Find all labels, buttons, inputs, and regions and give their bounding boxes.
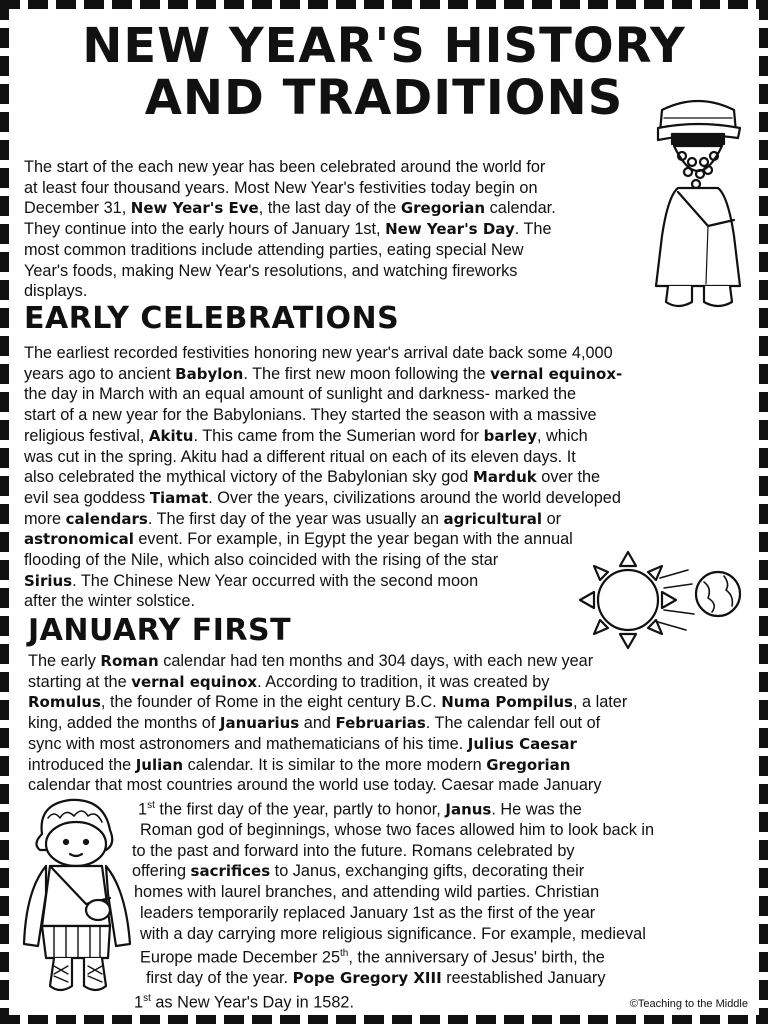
text-run: , the last day of the: [258, 199, 401, 218]
key-term: Gregorian: [486, 755, 571, 774]
text-run: start of a new year for the Babylonians. They started the season with a massive: [24, 406, 597, 425]
section-heading-early-celebrations: EARLY CELEBRATIONS: [24, 301, 400, 336]
text-run: . According to tradition, it was created by: [257, 672, 550, 691]
intro-line: [24, 157, 664, 178]
text-run: . Over the years, civilizations around the world developed: [208, 488, 621, 507]
paragraph-line: [24, 384, 744, 405]
frame-top-border: [0, 0, 768, 9]
key-term: barley: [483, 426, 537, 445]
text-run: the day in March with an equal amount of sunlight and darkness- marked the: [24, 385, 577, 404]
key-term: Sirius: [24, 571, 73, 590]
paragraph-line: [24, 343, 744, 364]
key-term: Marduk: [472, 468, 537, 487]
roman-boy-illustration: [20, 794, 136, 1000]
key-term: vernal equinox-: [490, 364, 623, 383]
text-run: more: [24, 509, 66, 528]
frame-right-border: [759, 0, 768, 1024]
text-run: calendar had ten months and 304 days, with each new year: [158, 652, 594, 670]
text-run: Europe made December 25: [140, 948, 341, 967]
paragraph-line: [28, 775, 744, 796]
key-term: Gregorian: [400, 199, 486, 218]
key-term: Januarius: [219, 714, 300, 733]
text-run: , the founder of Rome in the eight century B.C.: [100, 693, 442, 712]
text-run: calendar.: [485, 199, 556, 218]
text-run: the first day of the year, partly to honor,: [154, 800, 446, 819]
key-term: Julian: [135, 755, 184, 774]
intro-line: [24, 198, 664, 219]
key-term: Akitu: [148, 426, 194, 445]
text-run: . The Chinese New Year occurred with the second moon: [72, 571, 479, 590]
text-run: The early: [28, 652, 101, 670]
text-run: . The first day of the year was usually an: [147, 509, 444, 528]
key-term: calendars: [65, 509, 148, 528]
text-run: . This came from the Sumerian word for: [193, 426, 484, 445]
text-run: Roman god of beginnings, whose two faces allowed him to look back in: [140, 821, 655, 840]
title-line-1: NEW YEAR'S HISTORY: [82, 18, 686, 74]
key-term: sacrifices: [190, 862, 271, 881]
text-run: They continue into the early hours of January 1st,: [24, 220, 386, 239]
paragraph-line: [24, 364, 744, 385]
text-run: . The: [514, 220, 552, 239]
key-term: Februarias: [335, 714, 426, 733]
text-run: December 31,: [24, 199, 131, 218]
intro-line: [24, 178, 664, 199]
paragraph-line: [24, 467, 744, 488]
text-run: . He was the: [491, 800, 582, 819]
intro-line: [24, 261, 664, 282]
intro-paragraph: [24, 157, 664, 302]
paragraph-line: [24, 488, 744, 509]
text-run: after the winter solstice.: [24, 592, 196, 611]
text-run: flooding of the Nile, which also coincided with the rising of the star: [24, 551, 499, 570]
title-line-2: AND TRADITIONS: [144, 70, 624, 126]
text-run: . The first new moon following the: [243, 364, 491, 383]
paragraph-line: [28, 713, 744, 734]
text-run: starting at the: [28, 672, 132, 691]
text-run: to the past and forward into the future. Romans celebrated by: [132, 841, 575, 860]
key-term: Romulus: [28, 693, 101, 712]
key-term: Babylon: [175, 364, 244, 383]
text-run: calendar. It is similar to the more modern: [183, 755, 487, 774]
text-run: and: [299, 714, 336, 733]
key-term: Pope Gregory XIII: [292, 969, 442, 988]
text-run: displays.: [24, 282, 88, 301]
paragraph-line: [24, 405, 744, 426]
frame-bottom-border: [0, 1015, 768, 1024]
copyright-notice: ©Teaching to the Middle: [629, 998, 748, 1010]
text-run: with a day carrying more religious significance. For example, medieval: [140, 924, 646, 943]
text-run: as New Year's Day in 1582.: [150, 993, 354, 1012]
text-run: at least four thousand years. Most New Year's festivities today begin on: [24, 178, 538, 197]
text-run: leaders temporarily replaced January 1st as the first of the year: [140, 903, 596, 922]
text-run: king, added the months of: [28, 714, 220, 733]
ordinal-suffix: st: [147, 799, 155, 811]
paragraph-line: [28, 672, 744, 693]
key-term: Roman: [100, 652, 159, 670]
key-term: vernal equinox: [131, 672, 258, 691]
key-term: agricultural: [443, 509, 543, 528]
text-run: to Janus, exchanging gifts, decorating their: [270, 862, 585, 881]
frame-left-border: [0, 0, 9, 1024]
paragraph-line: [28, 692, 744, 713]
paragraph-line: [24, 447, 744, 468]
key-term: New Year's Eve: [130, 199, 259, 218]
text-run: most common traditions include attending parties, eating special New: [24, 240, 524, 259]
intro-line: [24, 219, 664, 240]
text-run: . The calendar fell out of: [425, 714, 601, 733]
key-term: Julius Caesar: [467, 734, 577, 753]
text-run: also celebrated the mythical victory of the Babylonian sky god: [24, 468, 473, 487]
sun-and-earth-illustration: [572, 548, 744, 652]
paragraph-line: [28, 755, 744, 776]
text-run: reestablished January: [441, 969, 606, 988]
paragraph-line: [24, 426, 744, 447]
text-run: , which: [536, 426, 588, 445]
text-run: evil sea goddess: [24, 488, 150, 507]
key-term: Janus: [445, 800, 492, 819]
text-run: first day of the year.: [146, 969, 293, 988]
text-run: or: [542, 509, 562, 528]
key-term: New Year's Day: [385, 220, 515, 239]
paragraph-line: [28, 651, 744, 672]
text-run: years ago to ancient: [24, 364, 176, 383]
section-heading-january-first: JANUARY FIRST: [28, 613, 292, 648]
key-term: astronomical: [24, 530, 134, 549]
text-run: religious festival,: [24, 426, 149, 445]
text-run: homes with laurel branches, and attending wild parties. Christian: [134, 883, 600, 902]
text-run: The start of the each new year has been celebrated around the world for: [24, 158, 546, 176]
text-run: The earliest recorded festivities honoring new year's arrival date back some 4,000: [24, 344, 613, 362]
text-run: was cut in the spring. Akitu had a different ritual on each of its eleven days. It: [24, 447, 576, 466]
text-run: introduced the: [28, 755, 136, 774]
ordinal-suffix: st: [143, 993, 151, 1005]
text-run: sync with most astronomers and mathematicians of his time.: [28, 734, 468, 753]
text-run: offering: [132, 862, 191, 881]
text-run: 1: [138, 800, 148, 819]
text-run: , the anniversary of Jesus' birth, the: [348, 948, 605, 967]
text-run: Year's foods, making New Year's resolutions, and watching fireworks: [24, 261, 518, 280]
paragraph-line: [28, 734, 744, 755]
text-run: event. For example, in Egypt the year began with the annual: [133, 530, 573, 549]
paragraph-line: [24, 509, 744, 530]
paragraph-line: [24, 529, 744, 550]
intro-line: [24, 240, 664, 261]
key-term: Numa Pompilus: [441, 693, 573, 712]
ordinal-suffix: th: [340, 948, 349, 960]
text-run: , a later: [572, 693, 628, 712]
intro-line: [24, 281, 664, 302]
key-term: Tiamat: [149, 488, 209, 507]
text-run: 1: [134, 993, 144, 1012]
text-run: over the: [536, 468, 601, 487]
text-run: calendar that most countries around the world use today. Caesar made January: [28, 776, 602, 795]
